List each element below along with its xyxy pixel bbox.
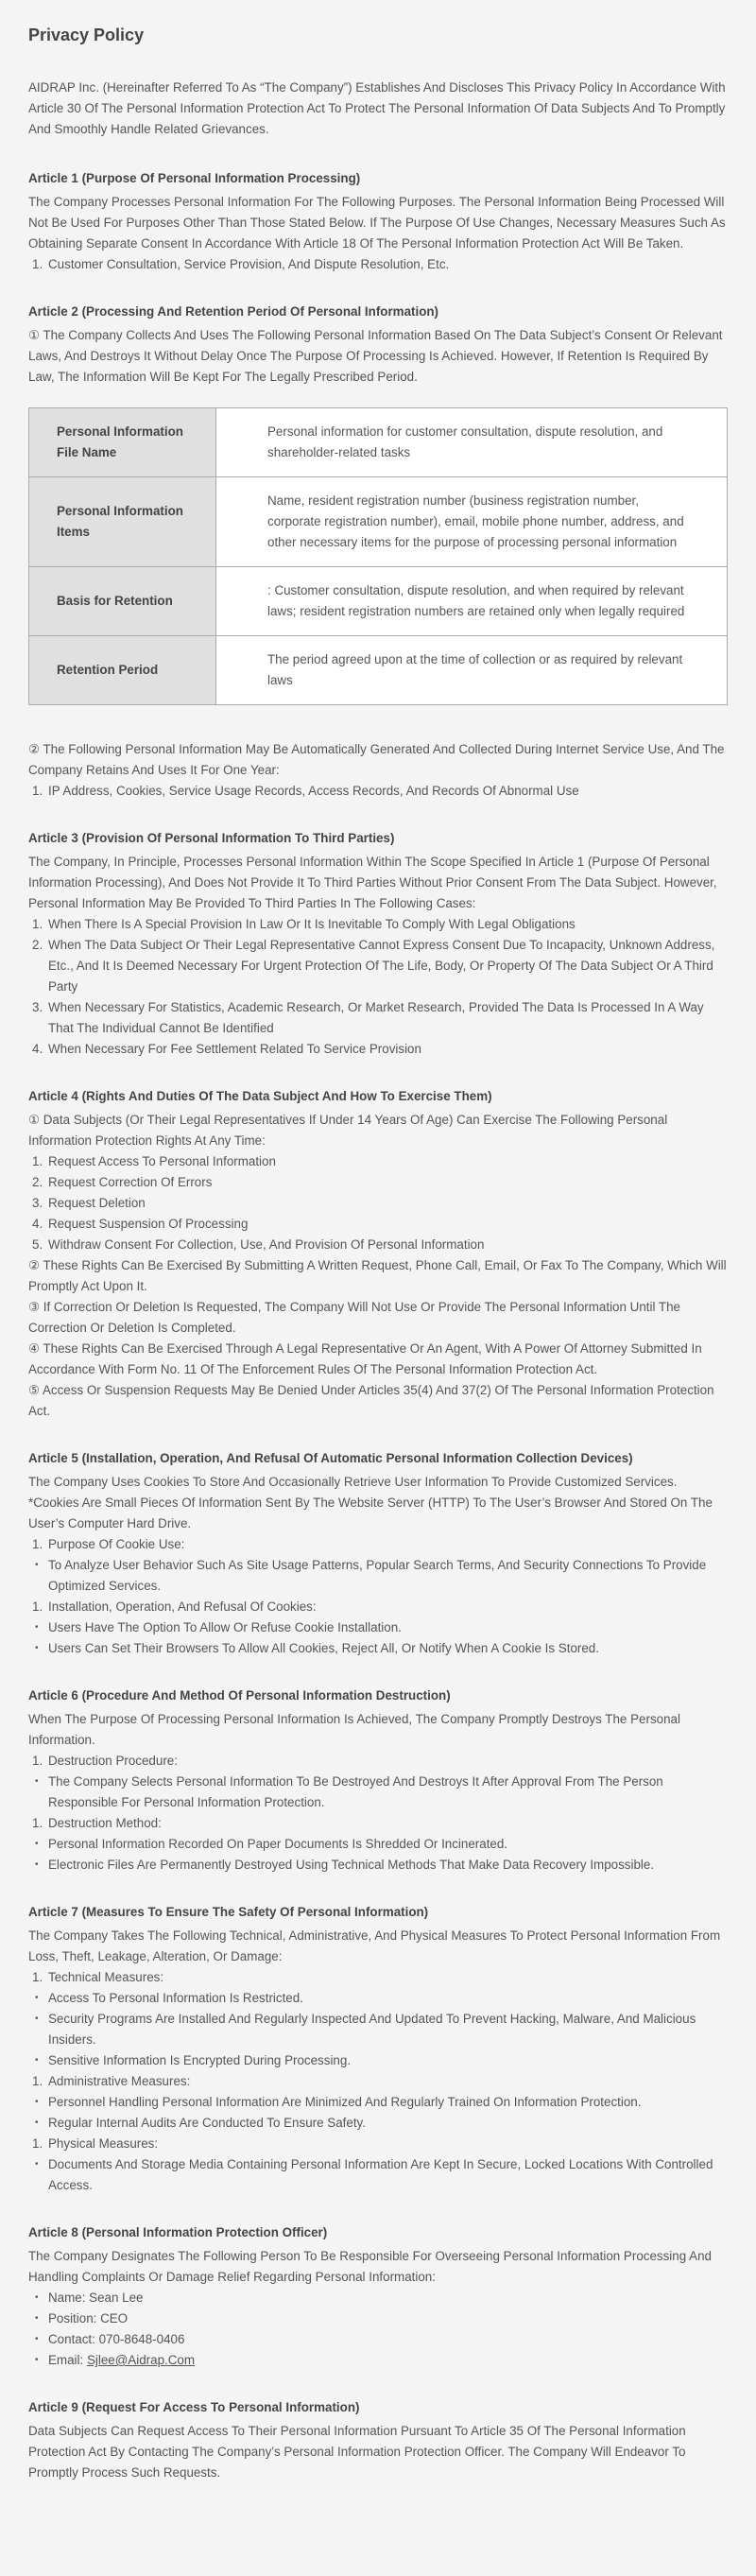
article-4	[28, 1086, 728, 1422]
numbered-list	[28, 1151, 728, 1255]
article-body: The Company Takes The Following Technical, Administrative, And Physical Measures To Protect Personal Information From Loss, Theft, Leakage, Alteration, Or Damage:	[28, 1928, 721, 1963]
article-heading: Article 2 (Processing And Retention Period Of Personal Information)	[28, 304, 439, 319]
article-paragraph-1: ① The Company Collects And Uses The Following Personal Information Based On The Data Subject’s Consent Or Relevant Laws, And Destroys It Without Delay Once The Purpose Of Processing Is Achieved. However, If Retention Is Required By Law, The Information Will Be Kept For The Legally Prescribed Period.	[28, 328, 723, 384]
list-item: 1. Customer Consultation, Service Provision, And Dispute Resolution, Etc.	[28, 254, 728, 275]
list-item: • The Company Selects Personal Information To Be Destroyed And Destroys It After Approval From The Person Responsible For Personal Information Protection.	[28, 1772, 728, 1813]
article-8	[28, 2222, 728, 2371]
list-item: 1. Destruction Method:	[28, 1813, 728, 1834]
list-item: • Electronic Files Are Permanently Destroyed Using Technical Methods That Make Data Recovery Impossible.	[28, 1855, 728, 1876]
article-5	[28, 1448, 728, 1659]
numbered-list	[28, 254, 728, 275]
officer-email: • Email: Sjlee@Aidrap.Com	[28, 2350, 728, 2371]
bullet-list	[28, 1617, 728, 1659]
officer-contact-list	[28, 2288, 728, 2371]
intro-paragraph: AIDRAP Inc. (Hereinafter Referred To As “The Company”) Establishes And Discloses This Privacy Policy In Accordance With Article 30 Of The Personal Information Protection Act To Protect The Personal Information Of Data Subjects And To Promptly And Smoothly Handle Related Grievances.	[28, 80, 726, 136]
list-item: 1. Technical Measures:	[28, 1967, 728, 1988]
numbered-list	[28, 2134, 728, 2154]
table-row-value: Name, resident registration number (business registration number, corporate registration number), email, mobile phone number, address, and other necessary items for the purpose of processing personal information	[216, 477, 728, 567]
bullet-list	[28, 1772, 728, 1813]
article-paragraph-3: ③ If Correction Or Deletion Is Requested, The Company Will Not Use Or Provide The Personal Information Until The Correction Or Deletion Is Completed.	[28, 1300, 681, 1335]
list-number: 3.	[32, 1196, 43, 1210]
list-item: • Users Have The Option To Allow Or Refuse Cookie Installation.	[28, 1617, 728, 1638]
bullet-list	[28, 1988, 728, 2071]
numbered-list	[28, 1597, 728, 1617]
article-paragraph-2: *Cookies Are Small Pieces Of Information Sent By The Website Server (HTTP) To The User’s Browser And Stored On The User’s Computer Hard Drive.	[28, 1495, 713, 1530]
bullet-icon: •	[35, 1560, 39, 1570]
bullet-icon: •	[35, 1622, 39, 1633]
bullet-icon: •	[35, 2334, 39, 2344]
list-item: 4. Request Suspension Of Processing	[28, 1214, 728, 1235]
table-row	[29, 567, 728, 636]
list-item: 1. Physical Measures:	[28, 2134, 728, 2154]
numbered-list	[28, 781, 728, 802]
list-item: 2. When The Data Subject Or Their Legal Representative Cannot Express Consent Due To Incapacity, Unknown Address, Etc., And It Is Deemed Necessary For Urgent Protection Of The Life, Body, Or Property Of The Data Subject Or A Third Party	[28, 935, 728, 997]
article-heading: Article 4 (Rights And Duties Of The Data Subject And How To Exercise Them)	[28, 1089, 492, 1103]
numbered-list	[28, 1967, 728, 1988]
article-paragraph-2: ② These Rights Can Be Exercised By Submitting A Written Request, Phone Call, Email, Or Fax To The Company, Which Will Promptly Act Upon It.	[28, 1258, 727, 1293]
list-number: 4.	[32, 1042, 43, 1056]
bullet-icon: •	[35, 1993, 39, 2003]
list-number: 1.	[32, 257, 43, 271]
bullet-list	[28, 1555, 728, 1597]
article-3	[28, 828, 728, 1060]
list-number: 5.	[32, 1237, 43, 1252]
article-body: Data Subjects Can Request Access To Their Personal Information Pursuant To Article 35 Of The Personal Information Protection Act By Contacting The Company’s Personal Information Protection Officer. The Company Will Endeavor To Promptly Process Such Requests.	[28, 2424, 686, 2480]
list-item: 3. When Necessary For Statistics, Academic Research, Or Market Research, Provided The Data Is Processed In A Way That The Individual Cannot Be Identified	[28, 997, 728, 1039]
table-row	[29, 477, 728, 567]
article-1	[28, 168, 728, 275]
article-6	[28, 1686, 728, 1876]
bullet-icon: •	[35, 2355, 39, 2365]
article-paragraph-5: ⑤ Access Or Suspension Requests May Be Denied Under Articles 35(4) And 37(2) Of The Personal Information Protection Act.	[28, 1383, 714, 1418]
list-number: 1.	[32, 2074, 43, 2088]
table-row-label: Basis for Retention	[29, 567, 216, 636]
list-number: 1.	[32, 1754, 43, 1768]
list-number: 1.	[32, 1537, 43, 1551]
list-item: 1. IP Address, Cookies, Service Usage Records, Access Records, And Records Of Abnormal Use	[28, 781, 728, 802]
list-item: 3. Request Deletion	[28, 1193, 728, 1214]
list-item: • To Analyze User Behavior Such As Site Usage Patterns, Popular Search Terms, And Security Connections To Provide Optimized Services.	[28, 1555, 728, 1597]
bullet-icon: •	[35, 1643, 39, 1653]
list-item: 1. Purpose Of Cookie Use:	[28, 1534, 728, 1555]
numbered-list	[28, 1813, 728, 1834]
list-number: 1.	[32, 784, 43, 798]
article-heading: Article 5 (Installation, Operation, And Refusal Of Automatic Personal Information Collection Devices)	[28, 1451, 633, 1465]
article-heading: Article 6 (Procedure And Method Of Personal Information Destruction)	[28, 1688, 451, 1703]
list-item: 1. When There Is A Special Provision In Law Or It Is Inevitable To Comply With Legal Obligations	[28, 914, 728, 935]
article-heading: Article 1 (Purpose Of Personal Information Processing)	[28, 171, 361, 185]
list-number: 1.	[32, 2136, 43, 2151]
table-row-label: Retention Period	[29, 636, 216, 705]
list-item: • Documents And Storage Media Containing Personal Information Are Kept In Secure, Locked Locations With Controlled Access.	[28, 2154, 728, 2196]
table-row-value: Personal information for customer consultation, dispute resolution, and shareholder-related tasks	[216, 408, 728, 477]
list-number: 3.	[32, 1000, 43, 1014]
list-item: • Personnel Handling Personal Information Are Minimized And Regularly Trained On Information Protection.	[28, 2092, 728, 2113]
officer-contact: • Contact: 070-8648-0406	[28, 2329, 728, 2350]
article-paragraph-2: ② The Following Personal Information May Be Automatically Generated And Collected During Internet Service Use, And The Company Retains And Uses It For One Year:	[28, 742, 725, 777]
article-2	[28, 302, 728, 802]
list-number: 1.	[32, 1970, 43, 1984]
bullet-icon: •	[35, 2159, 39, 2170]
table-row-label: Personal Information Items	[29, 477, 216, 567]
list-item: • Security Programs Are Installed And Regularly Inspected And Updated To Prevent Hacking, Malware, And Malicious Insiders.	[28, 2009, 728, 2050]
table-row	[29, 636, 728, 705]
article-body: The Company Processes Personal Information For The Following Purposes. The Personal Information Being Processed Will Not Be Used For Purposes Other Than Those Stated Below. If The Purpose Of Use Changes, Necessary Measures Such As Obtaining Separate Consent In Accordance With Article 18 Of The Personal Information Protection Act Will Be Taken.	[28, 195, 726, 251]
list-item: 5. Withdraw Consent For Collection, Use, And Provision Of Personal Information	[28, 1235, 728, 1255]
bullet-icon: •	[35, 2055, 39, 2066]
bullet-icon: •	[35, 2097, 39, 2107]
bullet-icon: •	[35, 2292, 39, 2303]
article-body: The Company Designates The Following Person To Be Responsible For Overseeing Personal Information Processing And Handling Complaints Or Damage Relief Regarding Personal Information:	[28, 2249, 712, 2284]
list-item: 1. Request Access To Personal Information	[28, 1151, 728, 1172]
article-body: The Company, In Principle, Processes Personal Information Within The Scope Specified In Article 1 (Purpose Of Personal Information Processing), And Does Not Provide It To Third Parties Without Prior Consent From The Data Subject. However, Personal Information May Be Provided To Third Parties In The Following Cases:	[28, 855, 717, 910]
list-item: 4. When Necessary For Fee Settlement Related To Service Provision	[28, 1039, 728, 1060]
list-item: • Sensitive Information Is Encrypted During Processing.	[28, 2050, 728, 2071]
email-link[interactable]: Sjlee@Aidrap.Com	[86, 2353, 196, 2367]
table-row	[29, 408, 728, 477]
numbered-list	[28, 914, 728, 1060]
list-item: 1. Administrative Measures:	[28, 2071, 728, 2092]
officer-position: • Position: CEO	[28, 2308, 728, 2329]
numbered-list	[28, 2071, 728, 2092]
bullet-list	[28, 2092, 728, 2134]
officer-name: • Name: Sean Lee	[28, 2288, 728, 2308]
article-heading: Article 9 (Request For Access To Personal Information)	[28, 2400, 360, 2414]
article-heading: Article 8 (Personal Information Protection Officer)	[28, 2225, 328, 2239]
list-number: 4.	[32, 1217, 43, 1231]
list-item: • Personal Information Recorded On Paper Documents Is Shredded Or Incinerated.	[28, 1834, 728, 1855]
list-item: • Access To Personal Information Is Restricted.	[28, 1988, 728, 2009]
list-item: 2. Request Correction Of Errors	[28, 1172, 728, 1193]
list-number: 1.	[32, 1816, 43, 1830]
bullet-list	[28, 1834, 728, 1876]
numbered-list	[28, 1751, 728, 1772]
list-item: • Users Can Set Their Browsers To Allow All Cookies, Reject All, Or Notify When A Cookie Is Stored.	[28, 1638, 728, 1659]
list-number: 1.	[32, 1599, 43, 1614]
bullet-list	[28, 2154, 728, 2196]
bullet-icon: •	[35, 1859, 39, 1870]
numbered-list	[28, 1534, 728, 1555]
bullet-icon: •	[35, 2118, 39, 2128]
bullet-icon: •	[35, 2313, 39, 2324]
article-9	[28, 2397, 728, 2483]
article-paragraph-1: ① Data Subjects (Or Their Legal Representatives If Under 14 Years Of Age) Can Exercise The Following Personal Information Protection Rights At Any Time:	[28, 1113, 668, 1148]
list-item: • Regular Internal Audits Are Conducted To Ensure Safety.	[28, 2113, 728, 2134]
table-row-value: : Customer consultation, dispute resolution, and when required by relevant laws; resident registration numbers are retained only when legally required	[216, 567, 728, 636]
list-number: 2.	[32, 1175, 43, 1189]
article-heading: Article 7 (Measures To Ensure The Safety Of Personal Information)	[28, 1905, 429, 1919]
bullet-icon: •	[35, 1839, 39, 1849]
article-paragraph-4: ④ These Rights Can Be Exercised Through A Legal Representative Or An Agent, With A Power Of Attorney Submitted In Accordance With Form No. 11 Of The Enforcement Rules Of The Personal Information Protection Act.	[28, 1341, 702, 1376]
retention-table	[28, 407, 728, 705]
list-number: 1.	[32, 917, 43, 931]
list-number: 2.	[32, 938, 43, 952]
article-body: When The Purpose Of Processing Personal Information Is Achieved, The Company Promptly Destroys The Personal Information.	[28, 1712, 680, 1747]
page-title: Privacy Policy	[28, 26, 145, 44]
article-7	[28, 1902, 728, 2196]
table-row-label: Personal Information File Name	[29, 408, 216, 477]
article-paragraph-1: The Company Uses Cookies To Store And Occasionally Retrieve User Information To Provide Customized Services.	[28, 1475, 678, 1489]
bullet-icon: •	[35, 2014, 39, 2024]
table-row-value: The period agreed upon at the time of collection or as required by relevant laws	[216, 636, 728, 705]
list-number: 1.	[32, 1154, 43, 1168]
list-item: 1. Installation, Operation, And Refusal Of Cookies:	[28, 1597, 728, 1617]
bullet-icon: •	[35, 1776, 39, 1787]
article-heading: Article 3 (Provision Of Personal Information To Third Parties)	[28, 831, 395, 845]
list-item: 1. Destruction Procedure:	[28, 1751, 728, 1772]
